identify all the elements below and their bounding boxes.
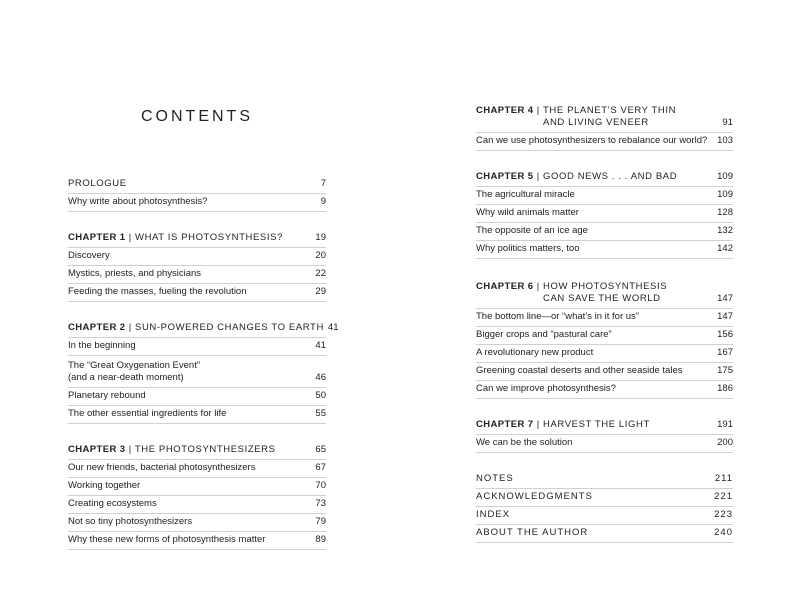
toc-right-column xyxy=(476,101,733,543)
toc-page-number: 175 xyxy=(717,365,733,376)
toc-entry[interactable] xyxy=(476,187,733,205)
toc-page-number: 132 xyxy=(717,225,733,236)
toc-entry-label: INDEX xyxy=(476,509,511,520)
toc-entry[interactable] xyxy=(476,327,733,345)
toc-entry-label: Our new friends, bacterial photosynthesizers xyxy=(68,462,256,473)
toc-prologue xyxy=(68,176,326,212)
toc-entry-label: Working together xyxy=(68,480,141,491)
toc-chapter-1 xyxy=(68,230,326,302)
toc-entry[interactable] xyxy=(68,478,326,496)
toc-entry-label: A revolutionary new product xyxy=(476,347,594,358)
chapter-number: CHAPTER 3 xyxy=(68,444,126,455)
chapter-title-line1: HOW PHOTOSYNTHESIS xyxy=(543,281,668,292)
toc-entry[interactable] xyxy=(476,345,733,363)
chapter-separator: | xyxy=(128,322,132,333)
toc-chapter-3 xyxy=(68,442,326,550)
chapter-title: SUN-POWERED CHANGES TO EARTH xyxy=(135,322,324,333)
toc-page-number: 223 xyxy=(714,509,733,520)
toc-entry[interactable] xyxy=(476,363,733,381)
chapter-number: CHAPTER 7 xyxy=(476,419,534,430)
toc-entry[interactable] xyxy=(68,266,326,284)
toc-page-number: 89 xyxy=(315,534,326,545)
toc-entry-label: Creating ecosystems xyxy=(68,498,157,509)
toc-chapter-heading[interactable] xyxy=(476,417,733,435)
toc-entry[interactable] xyxy=(476,381,733,399)
toc-entry[interactable] xyxy=(68,532,326,550)
toc-entry[interactable] xyxy=(68,284,326,302)
toc-entry[interactable] xyxy=(476,309,733,327)
toc-page-number: 147 xyxy=(717,293,733,304)
toc-entry-label: The opposite of an ice age xyxy=(476,225,588,236)
chapter-title: WHAT IS PHOTOSYNTHESIS? xyxy=(135,232,283,243)
toc-page-number: 211 xyxy=(714,473,733,484)
toc-entry-about-the-author[interactable] xyxy=(476,525,733,543)
toc-entry-label: Why politics matters, too xyxy=(476,243,580,254)
chapter-separator: | xyxy=(128,232,132,243)
toc-page-number: 67 xyxy=(315,462,326,473)
toc-page-number: 29 xyxy=(315,286,326,297)
chapter-separator: | xyxy=(536,281,540,292)
toc-entry-label: The other essential ingredients for life xyxy=(68,408,227,419)
toc-chapter-heading[interactable] xyxy=(476,169,733,187)
chapter-title: HARVEST THE LIGHT xyxy=(543,419,650,430)
chapter-title-line2: CAN SAVE THE WORLD xyxy=(543,293,661,304)
toc-entry[interactable] xyxy=(68,460,326,478)
toc-page-number: 65 xyxy=(315,444,326,455)
toc-page-number: 156 xyxy=(717,329,733,340)
toc-chapter-7 xyxy=(476,417,733,453)
toc-backmatter xyxy=(476,471,733,543)
toc-page-number: 70 xyxy=(315,480,326,491)
chapter-title-line2: AND LIVING VENEER xyxy=(543,117,649,128)
toc-entry-label: Not so tiny photosynthesizers xyxy=(68,516,193,527)
toc-entry-label: In the beginning xyxy=(68,340,136,351)
toc-entry[interactable] xyxy=(68,248,326,266)
toc-page-number: 19 xyxy=(315,232,326,243)
toc-chapter-heading[interactable] xyxy=(68,320,339,338)
toc-page-number: 109 xyxy=(717,171,733,182)
toc-page-number: 41 xyxy=(327,322,339,333)
toc-entry[interactable] xyxy=(68,356,326,388)
toc-page-number: 79 xyxy=(315,516,326,527)
chapter-title-line1: THE PLANET’S VERY THIN xyxy=(543,105,677,116)
toc-page-number: 240 xyxy=(714,527,733,538)
chapter-separator: | xyxy=(536,105,540,116)
toc-page-number: 109 xyxy=(717,189,733,200)
toc-page-number: 7 xyxy=(320,178,326,189)
toc-page-number: 128 xyxy=(717,207,733,218)
chapter-separator: | xyxy=(536,171,540,182)
toc-entry-notes[interactable] xyxy=(476,471,733,489)
chapter-number: CHAPTER 5 xyxy=(476,171,534,182)
toc-page-number: 147 xyxy=(717,311,733,322)
toc-chapter-2 xyxy=(68,320,339,424)
toc-entry-label: Why write about photosynthesis? xyxy=(68,196,208,207)
toc-entry[interactable] xyxy=(476,223,733,241)
toc-entry-label: Bigger crops and “pastural care” xyxy=(476,329,612,340)
toc-entry-label: Why these new forms of photosynthesis matter xyxy=(68,534,266,545)
toc-entry-label: ABOUT THE AUTHOR xyxy=(476,527,589,538)
toc-page-number: 9 xyxy=(320,196,326,207)
toc-entry[interactable] xyxy=(476,241,733,259)
toc-entry-label: PROLOGUE xyxy=(68,178,127,189)
page-title: CONTENTS xyxy=(141,108,253,125)
toc-page-number: 73 xyxy=(315,498,326,509)
toc-entry-label: Greening coastal deserts and other seaside tales xyxy=(476,365,683,376)
toc-chapter-5 xyxy=(476,169,733,259)
toc-entry[interactable] xyxy=(476,435,733,453)
toc-entry-label: Mystics, priests, and physicians xyxy=(68,268,202,279)
toc-page-number: 200 xyxy=(717,437,733,448)
toc-chapter-4 xyxy=(476,101,733,151)
toc-chapter-heading[interactable] xyxy=(476,277,733,309)
chapter-number: CHAPTER 2 xyxy=(68,322,126,333)
toc-chapter-heading[interactable] xyxy=(68,442,326,460)
toc-page-number: 142 xyxy=(717,243,733,254)
toc-entry-prologue[interactable] xyxy=(68,176,326,194)
toc-entry[interactable] xyxy=(68,194,326,212)
toc-entry[interactable] xyxy=(68,338,326,356)
toc-chapter-heading[interactable] xyxy=(476,101,733,133)
toc-page-number: 191 xyxy=(717,419,733,430)
toc-page-number: 41 xyxy=(315,340,326,351)
toc-page-number: 221 xyxy=(714,491,733,502)
toc-entry-label: We can be the solution xyxy=(476,437,573,448)
toc-entry[interactable] xyxy=(68,388,326,406)
toc-page-number: 22 xyxy=(315,268,326,279)
toc-chapter-heading[interactable] xyxy=(68,230,326,248)
toc-entry[interactable] xyxy=(476,133,733,151)
chapter-separator: | xyxy=(128,444,132,455)
chapter-separator: | xyxy=(536,419,540,430)
toc-page-number: 46 xyxy=(315,372,326,383)
toc-entry-label: The agricultural miracle xyxy=(476,189,575,200)
toc-entry-label: Why wild animals matter xyxy=(476,207,579,218)
toc-entry-index[interactable] xyxy=(476,507,733,525)
toc-left-column xyxy=(68,176,339,550)
toc-entry[interactable] xyxy=(68,406,326,424)
chapter-title: THE PHOTOSYNTHESIZERS xyxy=(134,444,276,455)
toc-page-number: 91 xyxy=(722,117,733,128)
toc-entry-acknowledgments[interactable] xyxy=(476,489,733,507)
toc-entry-label: Feeding the masses, fueling the revolution xyxy=(68,286,247,297)
chapter-number: CHAPTER 4 xyxy=(476,105,534,116)
toc-entry[interactable] xyxy=(476,205,733,223)
toc-entry-label-line2: (and a near-death moment) xyxy=(68,372,184,383)
chapter-title: GOOD NEWS . . . AND BAD xyxy=(543,171,678,182)
toc-page-number: 186 xyxy=(717,383,733,394)
toc-entry[interactable] xyxy=(68,496,326,514)
chapter-number: CHAPTER 6 xyxy=(476,281,534,292)
toc-entry-label: NOTES xyxy=(476,473,514,484)
toc-entry-label: ACKNOWLEDGMENTS xyxy=(476,491,593,502)
toc-entry[interactable] xyxy=(68,514,326,532)
toc-entry-label: Planetary rebound xyxy=(68,390,146,401)
toc-page-number: 20 xyxy=(315,250,326,261)
toc-chapter-6 xyxy=(476,277,733,399)
toc-entry-label: Discovery xyxy=(68,250,110,261)
chapter-number: CHAPTER 1 xyxy=(68,232,126,243)
toc-page-number: 167 xyxy=(717,347,733,358)
toc-entry-label: Can we improve photosynthesis? xyxy=(476,383,616,394)
toc-page-number: 55 xyxy=(315,408,326,419)
toc-page-number: 50 xyxy=(315,390,326,401)
toc-entry-label-line1: The “Great Oxygenation Event” xyxy=(68,360,201,371)
toc-entry-label: The bottom line—or “what’s in it for us” xyxy=(476,311,639,322)
toc-page-number: 103 xyxy=(717,135,733,146)
toc-entry-label: Can we use photosynthesizers to rebalance our world? xyxy=(476,135,708,146)
